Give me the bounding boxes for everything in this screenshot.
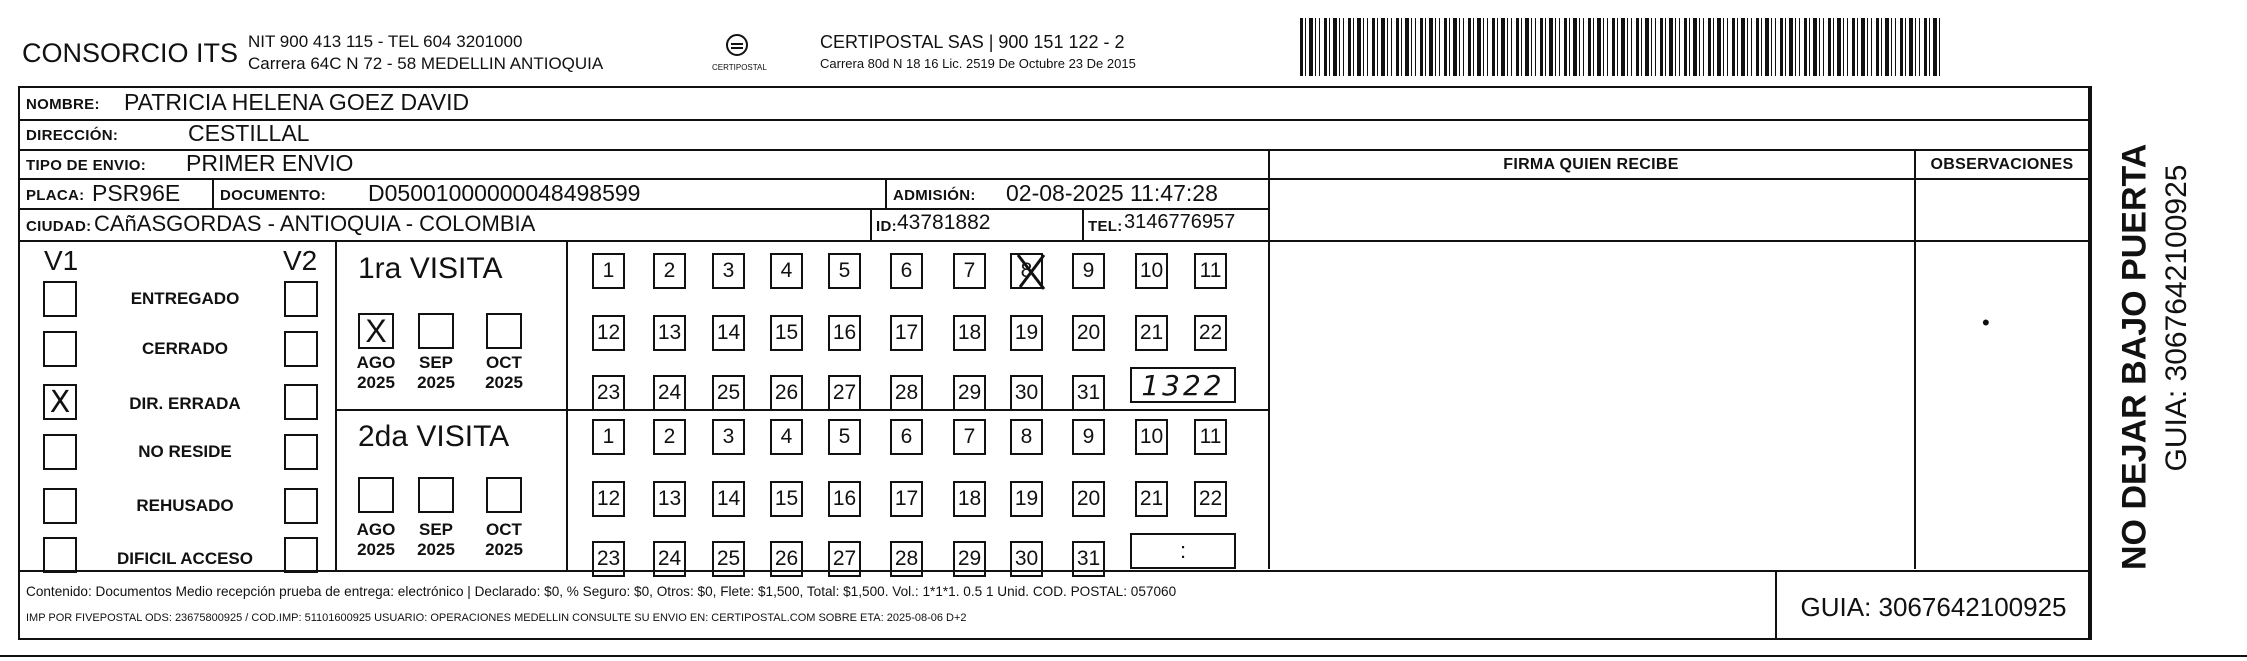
visita1-day-4-box[interactable]: 4 — [770, 253, 803, 289]
visita1-oct-checkbox[interactable] — [486, 313, 522, 349]
visita2-day-2-box[interactable]: 2 — [653, 419, 686, 455]
visita1-day-27-box[interactable]: 27 — [828, 375, 861, 411]
nombre-value: PATRICIA HELENA GOEZ DAVID — [124, 89, 470, 115]
v1-no-reside-checkbox[interactable] — [43, 434, 77, 470]
visita2-day-4-box[interactable]: 4 — [770, 419, 803, 455]
visita2-hour-placeholder: : — [1179, 538, 1187, 563]
v1-label: V1 — [44, 245, 79, 276]
admision-label: ADMISIÓN: — [893, 187, 976, 204]
nombre-label: NOMBRE: — [26, 96, 100, 113]
company-name: CONSORCIO ITS — [22, 38, 239, 68]
tipo-envio-label: TIPO DE ENVIO: — [26, 157, 147, 174]
visita1-title: 1ra VISITA — [358, 252, 503, 285]
carrier-line: CERTIPOSTAL SAS | 900 151 122 - 2 — [820, 32, 1125, 52]
visita2-day-19-box[interactable]: 19 — [1010, 481, 1043, 517]
visita2-day-12-box[interactable]: 12 — [592, 481, 625, 517]
visita2-day-31-box[interactable]: 31 — [1072, 541, 1105, 577]
status-dir-errada: DIR. ERRADA — [129, 394, 241, 413]
v2-entregado-checkbox[interactable] — [284, 281, 318, 317]
v2-dir-errada-checkbox[interactable] — [284, 384, 318, 420]
visita2-day-17-box[interactable]: 17 — [890, 481, 923, 517]
footer-impresion: IMP POR FIVEPOSTAL ODS: 23675800925 / COD.IMP: 51101600925 USUARIO: OPERACIONES MEDELLIN CONSULTE SU ENVIO EN: CERTIPOSTAL.COM SOBRE ETA: 2025-08-06 D+2 — [26, 612, 967, 624]
visita2-day-20-box[interactable]: 20 — [1072, 481, 1105, 517]
tipo-envio-value: PRIMER ENVIO — [186, 150, 354, 176]
status-entregado: ENTREGADO — [130, 289, 240, 308]
visita2-hour-box[interactable] — [1130, 533, 1236, 569]
visita1-day-24-box[interactable]: 24 — [653, 375, 686, 411]
placa-label: PLACA: — [26, 187, 85, 204]
vertical-guia: GUIA: 3067642100925 — [2160, 164, 2193, 472]
visita2-day-24-box[interactable]: 24 — [653, 541, 686, 577]
visita2-day-15-box[interactable]: 15 — [770, 481, 803, 517]
visita2-oct-label: OCT 2025 — [485, 520, 523, 559]
visita1-day-2-box[interactable]: 2 — [653, 253, 686, 289]
company-nit: NIT 900 413 115 - TEL 604 3201000 — [248, 32, 523, 51]
visita1-sep-label: SEP 2025 — [417, 353, 455, 392]
visita2-day-27-box[interactable]: 27 — [828, 541, 861, 577]
visita1-day-22-box[interactable]: 22 — [1194, 315, 1227, 351]
visita1-day-6-box[interactable]: 6 — [890, 253, 923, 289]
visita1-day-29-box[interactable]: 29 — [953, 375, 986, 411]
v2-rehusado-checkbox[interactable] — [284, 488, 318, 524]
tel-value: 3146776957 — [1124, 211, 1236, 233]
logo-icon — [723, 34, 751, 58]
footer-contenido: Contenido: Documentos Medio recepción prueba de entrega: electrónico | Declarado: $0, % Seguro: $0, Otros: $0, Flete: $1,500, Total: $1,500. Vol.: 1*1*1. 0.5 1 Unid. COD. POSTAL: 057060 — [26, 584, 1177, 599]
visita1-day-14-box[interactable]: 14 — [712, 315, 745, 351]
v1-dir-errada-checkbox[interactable] — [43, 384, 77, 420]
v2-dificil-acceso-checkbox[interactable] — [284, 537, 318, 573]
logo-caption: CERTIPOSTAL — [712, 63, 767, 72]
v1-rehusado-checkbox[interactable] — [43, 488, 77, 524]
visita1-day-31-box[interactable]: 31 — [1072, 375, 1105, 411]
visita1-day-15-box[interactable]: 15 — [770, 315, 803, 351]
visita1-day-9-box[interactable]: 9 — [1072, 253, 1105, 289]
footer-guia: GUIA: 3067642100925 — [1800, 592, 2067, 622]
visita2-day-14-box[interactable]: 14 — [712, 481, 745, 517]
visita2-day-30-box[interactable]: 30 — [1010, 541, 1043, 577]
visita1-day-11-box[interactable]: 11 — [1194, 253, 1227, 289]
ciudad-label: CIUDAD: — [26, 218, 92, 235]
visita1-day-17-box[interactable]: 17 — [890, 315, 923, 351]
visita2-day-5-box[interactable]: 5 — [828, 419, 861, 455]
firma-header: FIRMA QUIEN RECIBE — [1503, 156, 1679, 173]
visita2-day-16-box[interactable]: 16 — [828, 481, 861, 517]
visita1-day-13-box[interactable]: 13 — [653, 315, 686, 351]
v2-cerrado-checkbox[interactable] — [284, 331, 318, 367]
bottom-edge-line — [0, 655, 2247, 657]
visita1-day-10-box[interactable]: 10 — [1135, 253, 1168, 289]
visita1-day-8-box[interactable]: 8 — [1010, 253, 1043, 289]
v2-label: V2 — [283, 245, 318, 276]
visita2-day-6-box[interactable]: 6 — [890, 419, 923, 455]
visita2-sep-checkbox[interactable] — [418, 477, 454, 513]
status-dificil-acceso: DIFICIL ACCESO — [116, 549, 253, 568]
visita1-day-7-box[interactable]: 7 — [953, 253, 986, 289]
visita2-day-10-box[interactable]: 10 — [1135, 419, 1168, 455]
visita2-day-29-box[interactable]: 29 — [953, 541, 986, 577]
visita1-day-16-box[interactable]: 16 — [828, 315, 861, 351]
visita2-day-1-box[interactable]: 1 — [592, 419, 625, 455]
visita2-day-9-box[interactable]: 9 — [1072, 419, 1105, 455]
admision-value: 02-08-2025 11:47:28 — [1006, 180, 1218, 206]
visita1-day-30-box[interactable]: 30 — [1010, 375, 1043, 411]
id-label: ID: — [876, 218, 897, 235]
visita2-day-13-box[interactable]: 13 — [653, 481, 686, 517]
status-rehusado: REHUSADO — [136, 496, 234, 515]
visita1-ago-checkbox[interactable] — [358, 313, 394, 349]
visita1-day-23-box[interactable]: 23 — [592, 375, 625, 411]
visita2-day-11-box[interactable]: 11 — [1194, 419, 1227, 455]
v1-dificil-acceso-checkbox[interactable] — [43, 537, 77, 573]
observaciones-header: OBSERVACIONES — [1930, 156, 2074, 173]
visita2-title: 2da VISITA — [358, 420, 510, 453]
visita1-day-28-box[interactable]: 28 — [890, 375, 923, 411]
id-value: 43781882 — [897, 211, 991, 234]
visita2-day-21-box[interactable]: 21 — [1135, 481, 1168, 517]
visita2-day-22-box[interactable]: 22 — [1194, 481, 1227, 517]
barcode — [1300, 18, 1940, 76]
visita1-day-21-box[interactable]: 21 — [1135, 315, 1168, 351]
visita1-ago-mark: X — [365, 313, 387, 349]
visita2-ago-checkbox[interactable] — [358, 477, 394, 513]
vertical-title: NO DEJAR BAJO PUERTA — [2115, 143, 2154, 570]
visita1-sep-checkbox[interactable] — [418, 313, 454, 349]
visita2-day-18-box[interactable]: 18 — [953, 481, 986, 517]
direccion-label: DIRECCIÓN: — [26, 127, 119, 144]
visita2-ago-label: AGO 2025 — [356, 520, 396, 559]
visita2-day-26-box[interactable]: 26 — [770, 541, 803, 577]
visita1-ago-label: AGO 2025 — [356, 353, 396, 392]
visita1-day-25-box[interactable]: 25 — [712, 375, 745, 411]
direccion-value: CESTILLAL — [188, 120, 310, 146]
v1-entregado-checkbox[interactable] — [43, 281, 77, 317]
visita1-day-18-box[interactable]: 18 — [953, 315, 986, 351]
documento-label: DOCUMENTO: — [220, 187, 327, 204]
visita1-day-1-box[interactable]: 1 — [592, 253, 625, 289]
visita2-day-8-box[interactable]: 8 — [1010, 419, 1043, 455]
placa-value: PSR96E — [92, 180, 181, 206]
visita1-hour-box[interactable] — [1130, 367, 1236, 403]
certipostal-logo — [712, 34, 767, 72]
v1-dir-errada-mark: X — [49, 384, 71, 420]
v2-no-reside-checkbox[interactable] — [284, 434, 318, 470]
visita2-oct-checkbox[interactable] — [486, 477, 522, 513]
visita2-sep-label: SEP 2025 — [417, 520, 455, 559]
visita1-day8-cross-mark — [1010, 251, 1050, 293]
visita1-day-19-box[interactable]: 19 — [1010, 315, 1043, 351]
visita2-day-3-box[interactable]: 3 — [712, 419, 745, 455]
visita1-day-12-box[interactable]: 12 — [592, 315, 625, 351]
visita2-day-25-box[interactable]: 25 — [712, 541, 745, 577]
visita1-day-3-box[interactable]: 3 — [712, 253, 745, 289]
visita2-day-7-box[interactable]: 7 — [953, 419, 986, 455]
visita1-hour-value: 1322 — [1141, 368, 1225, 402]
observaciones-mark: • — [1982, 310, 1990, 335]
status-no-reside: NO RESIDE — [138, 442, 232, 461]
visita2-day-28-box[interactable]: 28 — [890, 541, 923, 577]
visita1-oct-label: OCT 2025 — [485, 353, 523, 392]
company-address: Carrera 64C N 72 - 58 MEDELLIN ANTIOQUIA — [248, 54, 604, 73]
status-cerrado: CERRADO — [142, 339, 228, 358]
visita1-day-26-box[interactable]: 26 — [770, 375, 803, 411]
ciudad-value: CAñASGORDAS - ANTIOQUIA - COLOMBIA — [94, 211, 536, 236]
carrier-address: Carrera 80d N 18 16 Lic. 2519 De Octubre 23 De 2015 — [820, 56, 1136, 71]
visita1-day-20-box[interactable]: 20 — [1072, 315, 1105, 351]
v1-cerrado-checkbox[interactable] — [43, 331, 77, 367]
documento-value: D05001000000048498599 — [368, 180, 641, 206]
tel-label: TEL: — [1088, 218, 1123, 235]
visita1-day-5-box[interactable]: 5 — [828, 253, 861, 289]
visita2-day-23-box[interactable]: 23 — [592, 541, 625, 577]
